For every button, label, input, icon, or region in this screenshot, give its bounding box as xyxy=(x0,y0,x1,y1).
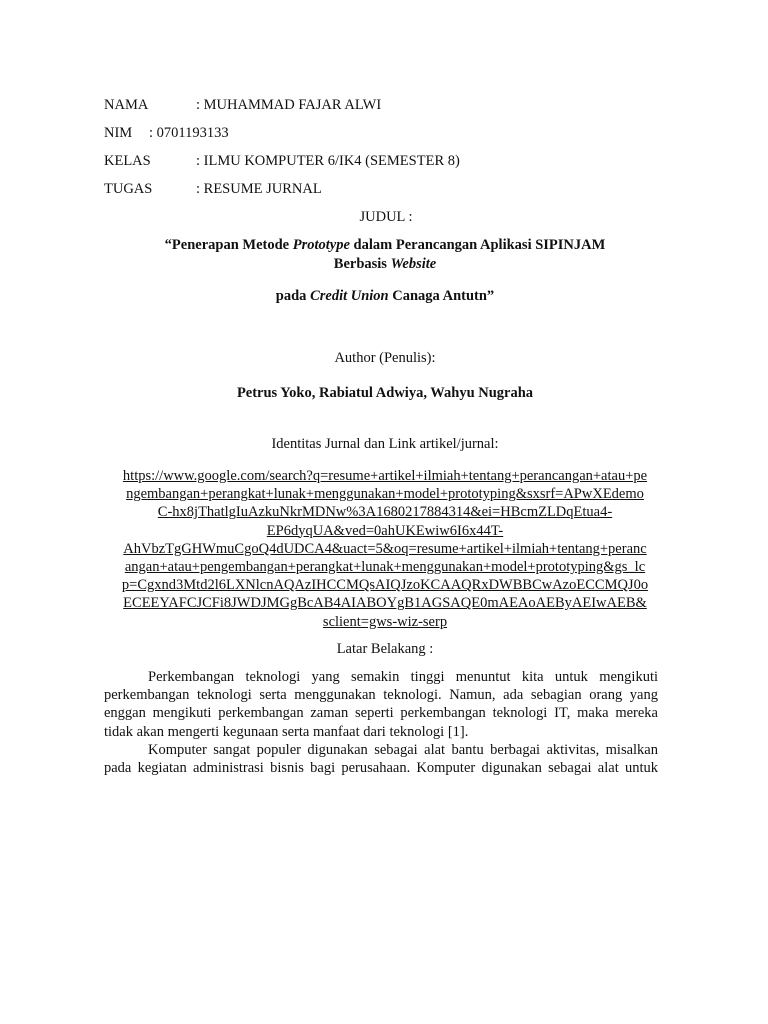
paragraph-line: enggan mengikuti perkembangan zaman seperti perkembangan teknologi IT, maka mereka xyxy=(104,705,658,722)
paragraph-line: tidak akan mengerti kegunaan serta manfaat dari teknologi [1]. xyxy=(104,723,469,740)
nama-value: : MUHAMMAD FAJAR ALWI xyxy=(196,97,382,113)
link-line[interactable]: https://www.google.com/search?q=resume+artikel+ilmiah+tentang+perancangan+atau+pe xyxy=(122,468,648,484)
kelas-label: KELAS xyxy=(104,153,151,169)
title-line-2: Berbasis Website xyxy=(333,256,437,272)
background-label: Latar Belakang : xyxy=(336,641,434,657)
tugas-label: TUGAS xyxy=(104,181,153,197)
kelas-value: : ILMU KOMPUTER 6/IK4 (SEMESTER 8) xyxy=(196,153,460,169)
judul-label: JUDUL : xyxy=(359,209,413,225)
link-line[interactable]: sclient=gws-wiz-serp xyxy=(322,613,448,630)
paragraph-1 xyxy=(104,668,658,741)
link-line[interactable]: ngembangan+perangkat+lunak+menggunakan+model+prototyping&sxsrf=APwXEdemo xyxy=(126,486,644,503)
link-line[interactable]: angan+atau+pengembangan+perangkat+lunak+menggunakan+model+prototyping&gs_lc xyxy=(124,559,646,576)
title-line-3: pada Credit Union Canaga Antutn” xyxy=(275,288,495,304)
nim-label: NIM xyxy=(104,125,133,141)
identity-label: Identitas Jurnal dan Link artikel/jurnal: xyxy=(271,436,499,452)
link-line[interactable]: p=Cgxnd3Mtd2l6LXNlcnAQAzIHCCMQsAIQJzoKCAAQRxDWBBCwAzoECCMQJ0o xyxy=(121,577,649,594)
paragraph-2 xyxy=(104,741,658,777)
paragraph-line: pada kegiatan administrasi bisnis bagi perusahaan. Komputer digunakan sebagai alat untuk xyxy=(104,760,658,777)
nim-value: : 0701193133 xyxy=(149,125,229,141)
author-label: Author (Penulis): xyxy=(334,350,436,366)
paragraph-line: Komputer sangat populer digunakan sebagai alat bantu berbagai aktivitas, misalkan xyxy=(148,742,658,758)
paragraph-line: perkembangan teknologi serta menggunakan teknologi. Namun, ada sebagian orang yang xyxy=(104,687,658,704)
link-line[interactable]: ECEEYAFCJCFi8JWDJMGgBcAB4AIABOYgB1AGSAQE0mAEAoAEByAEIwAEB& xyxy=(123,595,647,612)
authors: Petrus Yoko, Rabiatul Adwiya, Wahyu Nugraha xyxy=(236,385,534,401)
title-line-1: “Penerapan Metode Prototype dalam Perancangan Aplikasi SIPINJAM xyxy=(164,237,606,253)
link-line[interactable]: EP6dyqUA&ved=0ahUKEwiw6I6x44T- xyxy=(266,522,504,539)
link-line[interactable]: AhVbzTgGHWmuCgoQ4dUDCA4&uact=5&oq=resume+artikel+ilmiah+tentang+peranc xyxy=(123,540,647,557)
tugas-value: : RESUME JURNAL xyxy=(196,181,322,197)
paragraph-line: Perkembangan teknologi yang semakin tinggi menuntut kita untuk mengikuti xyxy=(148,669,658,685)
nama-label: NAMA xyxy=(104,97,149,113)
link-line[interactable]: C-hx8jThatlgIuAzkuNkrMDNw%3A1680217884314&ei=HBcmZLDqEtua4- xyxy=(157,504,613,521)
journal-link[interactable] xyxy=(104,467,666,631)
